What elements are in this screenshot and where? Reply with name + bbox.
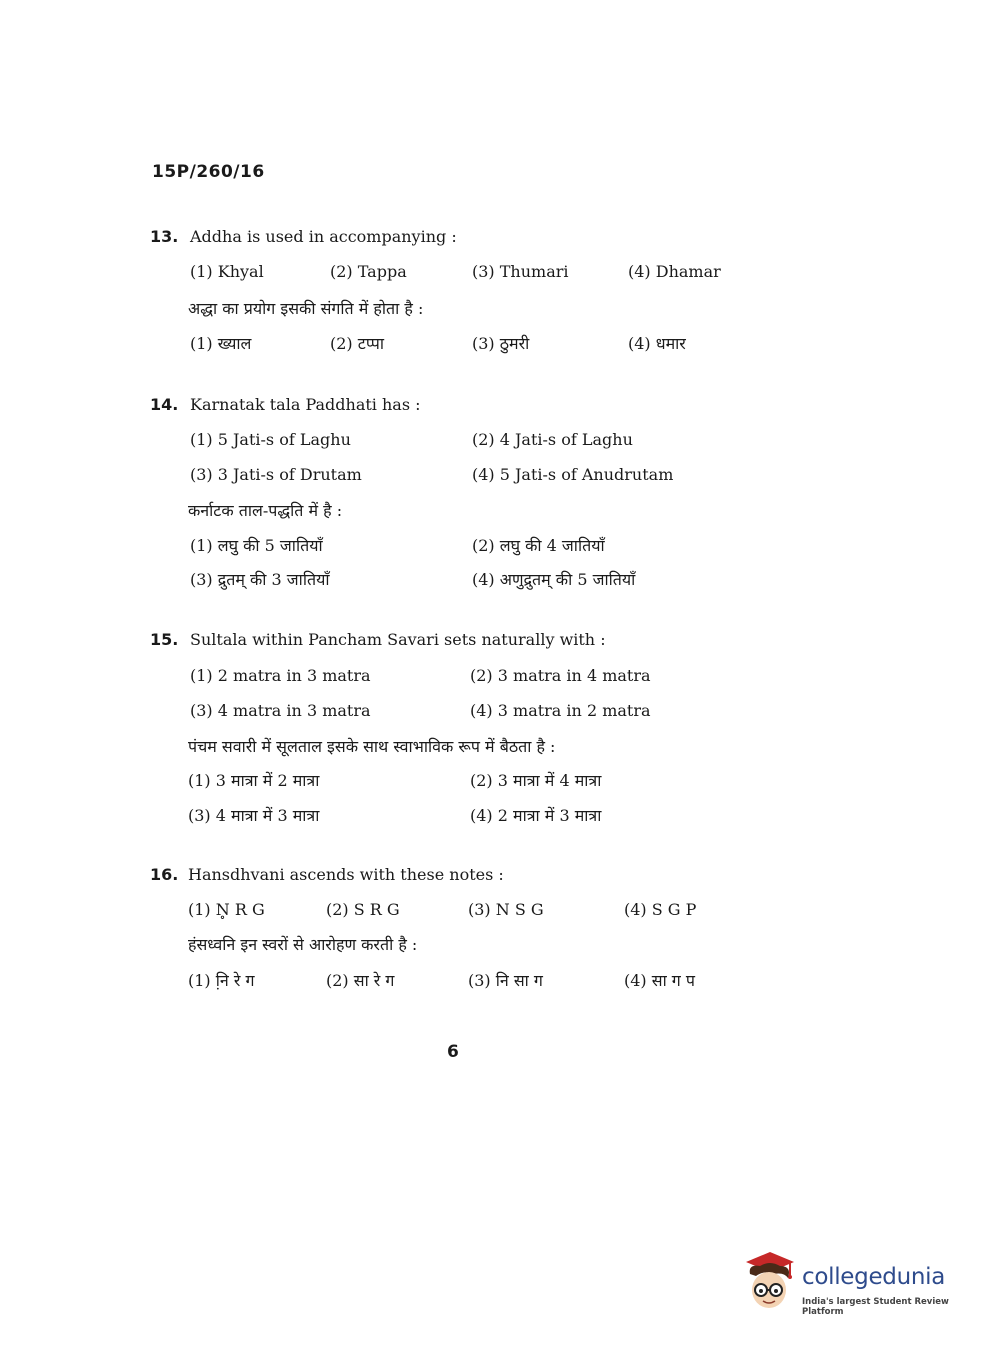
logo-tagline: India's largest Student Review Platform (802, 1297, 949, 1317)
question-text-en: Hansdhvani ascends with these notes : (188, 865, 504, 884)
option-3-en: (3) 4 matra in 3 matra (190, 701, 371, 720)
paper-code: 15P/260/16 (152, 162, 265, 182)
option-3-hi: (3) 4 मात्रा में 3 मात्रा (188, 806, 320, 825)
option-2-en: (2) Tappa (330, 262, 407, 281)
collegedunia-logo (740, 1250, 972, 1320)
option-4-en: (4) Dhamar (628, 262, 721, 281)
question-number: 15. (150, 630, 179, 649)
options-hi (0, 969, 1001, 993)
option-4-hi: (4) सा ग प (624, 971, 695, 990)
question-number: 13. (150, 227, 179, 246)
option-3-en: (3) Thumari (472, 262, 569, 281)
option-2-hi: (2) टप्पा (330, 334, 384, 353)
option-2-hi: (2) 3 मात्रा में 4 मात्रा (470, 771, 602, 790)
option-3-en: (3) 3 Jati-s of Drutam (190, 465, 362, 484)
option-4-hi: (4) धमार (628, 334, 686, 353)
option-3-en: (3) N S G (468, 900, 544, 919)
question-text-hi: हंसध्वनि इन स्वरों से आरोहण करती है : (188, 935, 418, 954)
question-number: 14. (150, 395, 179, 414)
options-hi-row-2 (0, 804, 1001, 828)
option-1-hi: (1) लघु की 5 जातियाँ (190, 536, 323, 555)
option-3-hi: (3) द्रुतम् की 3 जातियाँ (190, 570, 330, 589)
options-en-row-1 (0, 666, 1001, 690)
option-4-en: (4) S G P (624, 900, 697, 919)
option-2-hi: (2) सा रे ग (326, 971, 395, 990)
option-4-en: (4) 5 Jati-s of Anudrutam (472, 465, 674, 484)
options-en (0, 262, 1001, 286)
options-en-row-1 (0, 430, 1001, 454)
question-number: 16. (150, 865, 179, 884)
logo-brand-text: collegedunia (802, 1264, 946, 1290)
option-4-hi: (4) अणुद्रुतम् की 5 जातियाँ (472, 570, 636, 589)
option-4-hi: (4) 2 मात्रा में 3 मात्रा (470, 806, 602, 825)
question-text-hi: पंचम सवारी में सूलताल इसके साथ स्वाभाविक रूप में बैठता है : (188, 737, 556, 756)
option-4-en: (4) 3 matra in 2 matra (470, 701, 651, 720)
option-1-en: (1) Khyal (190, 262, 264, 281)
options-hi-row-1 (0, 534, 1001, 558)
option-2-en: (2) S R G (326, 900, 400, 919)
options-hi-row-1 (0, 769, 1001, 793)
mascot-icon (740, 1250, 800, 1320)
option-3-hi: (3) ठुमरी (472, 334, 530, 353)
option-1-hi: (1) 3 मात्रा में 2 मात्रा (188, 771, 320, 790)
options-en-row-2 (0, 701, 1001, 725)
option-2-en: (2) 4 Jati-s of Laghu (472, 430, 633, 449)
question-text-en: Sultala within Pancham Savari sets naturally with : (190, 630, 606, 649)
option-1-en: (1) 5 Jati-s of Laghu (190, 430, 351, 449)
question-text-hi: कर्नाटक ताल-पद्धति में है : (188, 501, 343, 520)
options-en-row-2 (0, 465, 1001, 489)
option-2-en: (2) 3 matra in 4 matra (470, 666, 651, 685)
option-1-hi: (1) नि़ रे ग (188, 971, 255, 990)
options-hi-row-2 (0, 568, 1001, 592)
option-3-hi: (3) नि सा ग (468, 971, 543, 990)
option-1-en: (1) N̥ R G (188, 900, 265, 919)
page-number: 6 (447, 1042, 459, 1062)
options-en (0, 900, 1001, 924)
option-1-hi: (1) ख्याल (190, 334, 252, 353)
question-text-hi: अद्धा का प्रयोग इसकी संगति में होता है : (188, 299, 424, 318)
question-text-en: Karnatak tala Paddhati has : (190, 395, 421, 414)
options-hi (0, 332, 1001, 356)
option-1-en: (1) 2 matra in 3 matra (190, 666, 371, 685)
question-text-en: Addha is used in accompanying : (190, 227, 457, 246)
option-2-hi: (2) लघु की 4 जातियाँ (472, 536, 605, 555)
